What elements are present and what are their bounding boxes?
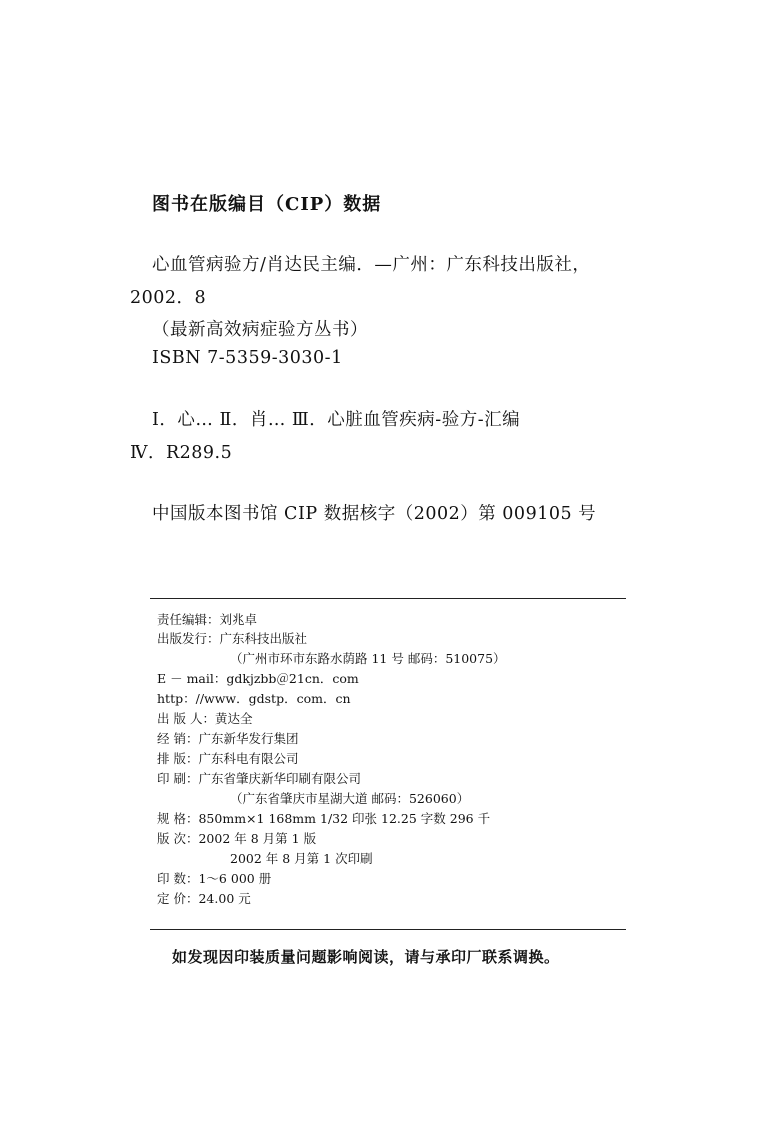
cip-subject-1: Ⅰ．心… Ⅱ．肖… Ⅲ．心脏血管疾病-验方-汇编	[152, 410, 521, 430]
issuer-value: 黄达全	[214, 711, 253, 726]
bottom-rule	[150, 929, 626, 930]
publisher-label: 出版发行：	[157, 631, 220, 646]
printer-row	[157, 769, 361, 788]
price-row	[157, 889, 251, 908]
price-label: 定 价：	[157, 891, 199, 906]
issuer-row	[157, 709, 252, 728]
typesetter-row	[157, 749, 299, 768]
cip-approval: 中国版本图书馆 CIP 数据核字（2002）第 009105 号	[152, 504, 597, 524]
printer-label: 印 刷：	[157, 771, 199, 786]
issuer-label: 出 版 人：	[157, 711, 215, 726]
printer-value: 广东省肇庆新华印刷有限公司	[198, 771, 361, 786]
cip-subject-2: Ⅳ．R289.5	[130, 443, 233, 463]
publisher-row	[157, 629, 307, 648]
edition-label: 版 次：	[157, 831, 199, 846]
editor-value: 刘兆卓	[219, 612, 258, 627]
editor-row	[157, 610, 257, 629]
format-row	[157, 809, 490, 828]
quality-notice: 如发现因印装质量问题影响阅读，请与承印厂联系调换。	[172, 948, 560, 966]
edition-value: 2002 年 8 月第 1 版	[198, 831, 317, 846]
typesetter-label: 排 版：	[157, 751, 199, 766]
cip-title: 图书在版编目（CIP）数据	[152, 194, 382, 215]
typesetter-value: 广东科电有限公司	[198, 751, 299, 766]
top-rule	[150, 598, 626, 599]
format-value: 850mm×1 168mm 1/32 印张 12.25 字数 296 千	[198, 811, 491, 826]
email-value: gdkjzbb＠21cn．com	[226, 671, 359, 686]
distributor-value: 广东新华发行集团	[198, 731, 299, 746]
cip-line-1: 心血管病验方/肖达民主编．—广州：广东科技出版社，	[152, 255, 591, 275]
price-value: 24.00 元	[198, 891, 251, 906]
printing-value: 2002 年 8 月第 1 次印刷	[230, 851, 373, 866]
email-row	[157, 669, 359, 688]
cip-isbn: ISBN 7-5359-3030-1	[152, 348, 343, 368]
copies-value: 1～6 000 册	[198, 871, 272, 886]
editor-label: 责任编辑：	[157, 612, 220, 627]
edition-row	[157, 829, 316, 848]
publisher-address: （广州市环市东路水荫路 11 号 邮码：510075）	[230, 651, 506, 666]
publisher-value: 广东科技出版社	[219, 631, 308, 646]
distributor-label: 经 销：	[157, 731, 199, 746]
distributor-row	[157, 729, 299, 748]
printer-address: （广东省肇庆市星湖大道 邮码：526060）	[230, 791, 470, 806]
http-row	[157, 689, 351, 708]
copies-row	[157, 869, 271, 888]
cip-line-2: 2002．8	[130, 288, 207, 308]
http-label: http：	[157, 691, 196, 706]
http-value: //www．gdstp．com．cn	[195, 691, 351, 706]
format-label: 规 格：	[157, 811, 199, 826]
cip-series: （最新高效病症验方丛书）	[152, 320, 368, 340]
email-label: E － mail：	[157, 671, 227, 686]
copies-label: 印 数：	[157, 871, 199, 886]
